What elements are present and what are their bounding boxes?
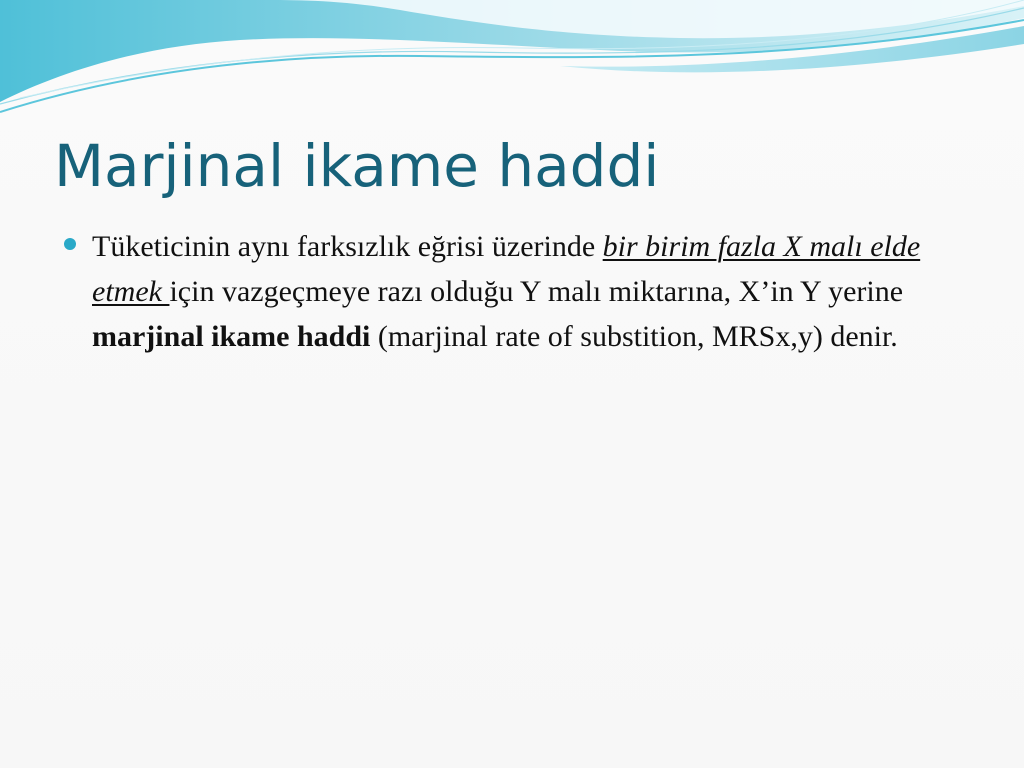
decorative-wave-header — [0, 0, 1024, 120]
bullet-text-part: (marjinal rate of substition, MRSx,y) denir. — [370, 320, 898, 353]
emphasized-phrase: bir birim fazla X malı elde etmek — [92, 230, 921, 308]
round-bullet-icon — [64, 238, 76, 250]
bullet-item — [64, 224, 954, 359]
bullet-text-part: için vazgeçmeye razı olduğu Y malı miktarına, X’in Y yerine — [169, 275, 904, 308]
bold-term: marjinal ikame haddi — [92, 320, 371, 353]
slide-title: Marjinal ikame haddi — [54, 132, 660, 200]
bullet-text-part: Tüketicinin aynı farksızlık eğrisi üzerinde — [92, 230, 603, 263]
bullet-list — [64, 224, 954, 359]
